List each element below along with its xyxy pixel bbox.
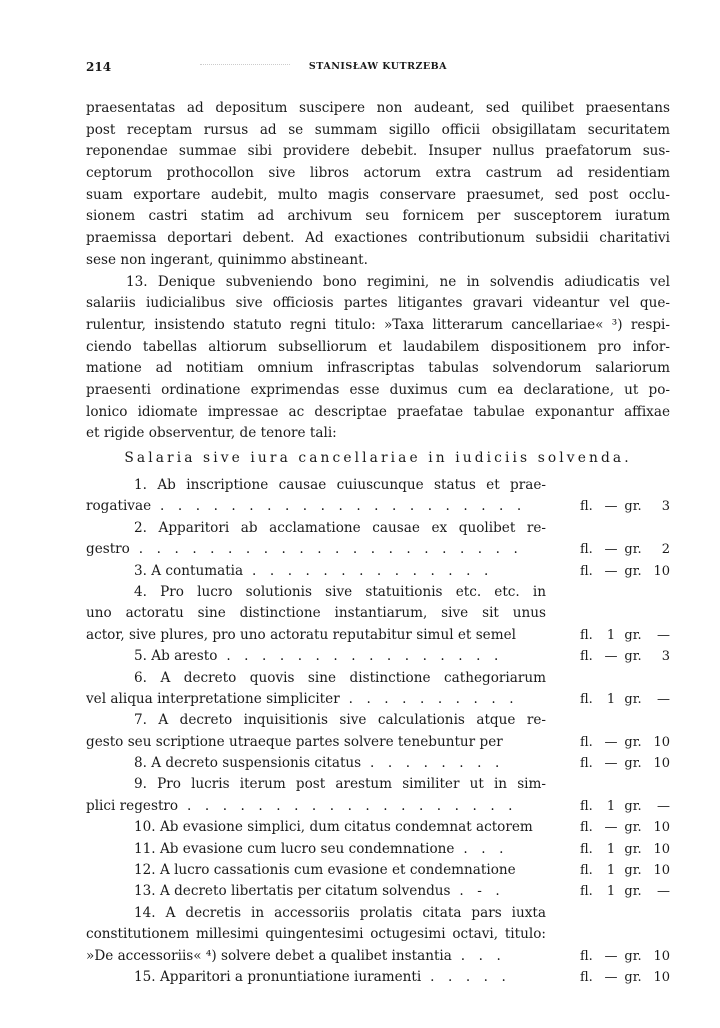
table-row — [86, 561, 686, 582]
fee-fl: fl. — [580, 542, 593, 558]
entry-text — [86, 475, 546, 496]
fee-b: 10 — [653, 841, 670, 857]
entry-label: plici regestro — [86, 797, 179, 814]
leader-dots: . . . . . . . . . . . . . . — [243, 562, 493, 579]
entry-label: uno actoratu sine distinctione instantiarum, sive sit unus — [86, 605, 546, 622]
fee-amount — [580, 796, 680, 817]
text-line: rulentur, insistendo statuto regni titulo: »Taxa litterarum cancellariae« ³) respi- — [86, 316, 670, 333]
fee-a: — — [604, 563, 618, 579]
entry-text — [86, 561, 546, 582]
fee-b: 3 — [661, 649, 670, 665]
table-row — [86, 625, 686, 646]
entry-text — [86, 668, 546, 689]
fee-gr: gr. — [624, 542, 642, 558]
fee-fl: fl. — [580, 499, 593, 515]
table-row — [86, 710, 686, 731]
fee-gr: gr. — [624, 756, 642, 772]
fee-amount — [580, 946, 680, 967]
table-row — [86, 924, 686, 945]
fee-amount — [580, 817, 680, 838]
text-line: reponendae summae sibi providere debebit. Insuper nullus praefatorum sus- — [86, 143, 670, 160]
entry-label: »De accessoriis« ⁴) solvere debet a qualibet instantia — [86, 947, 452, 964]
fee-a: — — [604, 756, 618, 772]
fee-b: 3 — [661, 499, 670, 515]
fee-a: 1 — [606, 863, 616, 879]
table-row — [86, 475, 686, 496]
fee-amount — [580, 561, 680, 582]
table-row — [86, 518, 686, 539]
entry-text — [86, 603, 546, 624]
fee-a: — — [604, 649, 618, 665]
table-row — [86, 774, 686, 795]
fee-amount — [580, 689, 680, 710]
text-line: ceptorum prothocollon sive libros actorum extra castrum ad residentiam — [86, 165, 670, 182]
text-line: post receptam rursus ad se summam sigillo officii obsigillatam securitatem — [86, 121, 670, 138]
leader-dots: . . . . . . . . . . . . . . . . . . . . . . — [129, 541, 523, 558]
fee-b: — — [657, 798, 670, 814]
fee-amount — [580, 646, 680, 667]
entry-label: 15. Apparitori a pronuntiatione iuramenti — [134, 968, 422, 985]
fee-a: 1 — [606, 691, 616, 707]
table-title: Salaria sive iura cancellariae in iudiciis solvenda. — [124, 450, 632, 466]
entry-label: 3. A contumatia — [134, 562, 244, 579]
table-row — [86, 646, 686, 667]
entry-text — [86, 582, 546, 603]
fee-gr: gr. — [624, 841, 642, 857]
entry-label: actor, sive plures, pro uno actoratu reputabitur simul et semel — [86, 626, 516, 643]
page-number: 214 — [86, 60, 112, 74]
running-head: STANISŁAW KUTRZEBA — [308, 61, 448, 72]
entry-label: gesto seu scriptione utraeque partes solvere tenebuntur per — [86, 733, 503, 750]
fee-fl: fl. — [580, 969, 593, 985]
fee-fl: fl. — [580, 863, 593, 879]
leader-dots: . . . . . . . . . . . . . . . . — [217, 648, 503, 665]
text-line: salariis iudicialibus sive officiosis partes litigantes gravari videantur vel que- — [86, 295, 670, 312]
fee-fl: fl. — [580, 691, 593, 707]
fee-gr: gr. — [624, 627, 642, 643]
table-row — [86, 946, 686, 967]
text-line: ciendo tabellas altiorum subselliorum et laudabilem dispositionem pro infor- — [86, 338, 670, 355]
fee-fl: fl. — [580, 756, 593, 772]
table-row — [86, 689, 686, 710]
fee-a: 1 — [606, 841, 616, 857]
fee-gr: gr. — [624, 863, 642, 879]
fee-a: 1 — [606, 798, 616, 814]
table-row — [86, 881, 686, 902]
table-row — [86, 860, 686, 881]
entry-label: 10. Ab evasione simplici, dum citatus condemnat actorem — [134, 819, 533, 836]
fee-a: — — [604, 734, 618, 750]
entry-text — [86, 753, 546, 774]
entry-label: 14. A decretis in accessoriis prolatis citata pars iuxta — [134, 904, 546, 921]
fee-a: — — [604, 499, 618, 515]
fee-amount — [580, 625, 680, 646]
entry-text — [86, 710, 546, 731]
fee-a: 1 — [606, 627, 616, 643]
entry-label: rogativae — [86, 498, 152, 515]
print-smudge — [200, 64, 290, 67]
fee-gr: gr. — [624, 649, 642, 665]
fee-b: — — [657, 627, 670, 643]
text-line: praesenti ordinatione exprimendas esse duximus cum ea declaratione, ut po- — [86, 381, 670, 398]
entry-label: constitutionem millesimi quingentesimi octugesimi octavi, titulo: — [86, 926, 546, 943]
table-row — [86, 817, 686, 838]
text-line: matione ad notitiam omnium infrascriptas tabulas solvendorum salariorum — [86, 360, 670, 377]
fee-a: — — [604, 948, 618, 964]
table-row — [86, 967, 686, 988]
fee-fl: fl. — [580, 798, 593, 814]
text-line: suam exportare audebit, multo magis conservare praesumet, sed post occlu- — [86, 186, 670, 203]
fee-gr: gr. — [624, 691, 642, 707]
entry-text — [86, 946, 546, 967]
fee-gr: gr. — [624, 820, 642, 836]
entry-label: vel aliqua interpretatione simpliciter — [86, 690, 340, 707]
fee-fl: fl. — [580, 627, 593, 643]
fee-b: — — [657, 884, 670, 900]
fee-fl: fl. — [580, 563, 593, 579]
text-line: 13. Denique subveniendo bono regimini, ne in solvendis adiudicatis vel — [126, 273, 670, 290]
entry-label: 4. Pro lucro solutionis sive statuitionis etc. etc. in — [134, 583, 546, 600]
table-row — [86, 539, 686, 560]
fee-gr: gr. — [624, 969, 642, 985]
table-row — [86, 903, 686, 924]
fee-amount — [580, 496, 680, 517]
fee-fl: fl. — [580, 820, 593, 836]
fee-amount — [580, 860, 680, 881]
entry-text — [86, 689, 546, 710]
fee-fl: fl. — [580, 841, 593, 857]
fee-b: 10 — [653, 948, 670, 964]
entry-text — [86, 860, 546, 881]
entry-label: 13. A decreto libertatis per citatum solvendus — [134, 883, 451, 900]
fee-b: 10 — [653, 969, 670, 985]
fee-a: 1 — [606, 884, 616, 900]
entry-label: 1. Ab inscriptione causae cuiuscunque status et prae- — [134, 477, 546, 493]
leader-dots: . . . . . . . . . . . . . . . . . . . — [178, 797, 518, 814]
entry-text — [86, 839, 546, 860]
fee-amount — [580, 881, 680, 902]
fee-fl: fl. — [580, 948, 593, 964]
entry-text — [86, 924, 546, 945]
fee-b: 10 — [653, 820, 670, 836]
fee-gr: gr. — [624, 499, 642, 515]
leader-dots: . . . . . . . . — [361, 755, 504, 772]
fee-amount — [580, 839, 680, 860]
entry-text — [86, 625, 546, 646]
fee-a: — — [604, 820, 618, 836]
fee-b: 2 — [661, 542, 670, 558]
text-line: lonico idiomate impressae ac descriptae praefatae tabulae exponantur affixae — [86, 403, 670, 420]
table-row — [86, 796, 686, 817]
fee-amount — [580, 732, 680, 753]
table-row — [86, 753, 686, 774]
fee-a: — — [604, 542, 618, 558]
entry-text — [86, 881, 546, 902]
entry-text — [86, 796, 546, 817]
entry-label: 8. A decreto suspensionis citatus — [134, 755, 362, 772]
fee-b: 10 — [653, 756, 670, 772]
body-paragraphs — [86, 98, 670, 445]
entry-text — [86, 903, 546, 924]
fee-gr: gr. — [624, 563, 642, 579]
fee-b: 10 — [653, 863, 670, 879]
fee-table — [86, 475, 686, 988]
table-row — [86, 732, 686, 753]
fee-b: 10 — [653, 563, 670, 579]
leader-dots: . . . . . . . . . . — [339, 690, 519, 707]
entry-label: 5. Ab aresto — [134, 648, 218, 665]
entry-text — [86, 646, 546, 667]
entry-label: 11. Ab evasione cum lucro seu condemnatione — [134, 840, 455, 857]
fee-b: — — [657, 691, 670, 707]
entry-label: 2. Apparitori ab acclamatione causae ex quolibet re- — [134, 519, 546, 536]
fee-gr: gr. — [624, 798, 642, 814]
table-row — [86, 496, 686, 517]
entry-label: 9. Pro lucris iterum post arestum similiter ut in sim- — [134, 776, 546, 793]
entry-text — [86, 518, 546, 539]
table-row — [86, 839, 686, 860]
table-row — [86, 603, 686, 624]
page-header — [86, 60, 670, 78]
text-line: et rigide observentur, de tenore tali: — [86, 425, 337, 442]
leader-dots: . . . . . — [421, 968, 511, 985]
leader-dots: . . . — [454, 840, 509, 857]
entry-label: 6. A decreto quovis sine distinctione cathegoriarum — [134, 669, 546, 686]
table-row — [86, 668, 686, 689]
fee-fl: fl. — [580, 649, 593, 665]
text-line: sionem castri statim ad archivum seu fornicem per susceptorem iuratum — [86, 208, 670, 225]
leader-dots: . . . . . . . . . . . . . . . . . . . . . — [151, 498, 526, 515]
entry-text — [86, 539, 546, 560]
fee-b: 10 — [653, 734, 670, 750]
entry-text — [86, 817, 546, 838]
fee-a: — — [604, 969, 618, 985]
entry-label: 12. A lucro cassationis cum evasione et condemnatione — [134, 862, 516, 879]
fee-amount — [580, 967, 680, 988]
entry-text — [86, 732, 546, 753]
entry-text — [86, 496, 546, 517]
fee-amount — [580, 753, 680, 774]
fee-gr: gr. — [624, 884, 642, 900]
fee-gr: gr. — [624, 734, 642, 750]
fee-fl: fl. — [580, 734, 593, 750]
entry-label: gestro — [86, 541, 130, 558]
entry-text — [86, 774, 546, 795]
fee-gr: gr. — [624, 948, 642, 964]
leader-dots: . . . — [451, 947, 506, 964]
fee-amount — [580, 539, 680, 560]
text-line: praesentatas ad depositum suscipere non audeant, sed quilibet praesentans — [86, 100, 670, 116]
text-line: sese non ingerant, quinimmo abstineant. — [86, 251, 368, 268]
entry-label: 7. A decreto inquisitionis sive calculationis atque re- — [134, 712, 546, 729]
fee-fl: fl. — [580, 884, 593, 900]
text-line: praemissa deportari debent. Ad exactiones contributionum subsidii charitativi — [86, 230, 670, 247]
leader-dots: . - . — [450, 883, 505, 900]
table-row — [86, 582, 686, 603]
entry-text — [86, 967, 546, 988]
